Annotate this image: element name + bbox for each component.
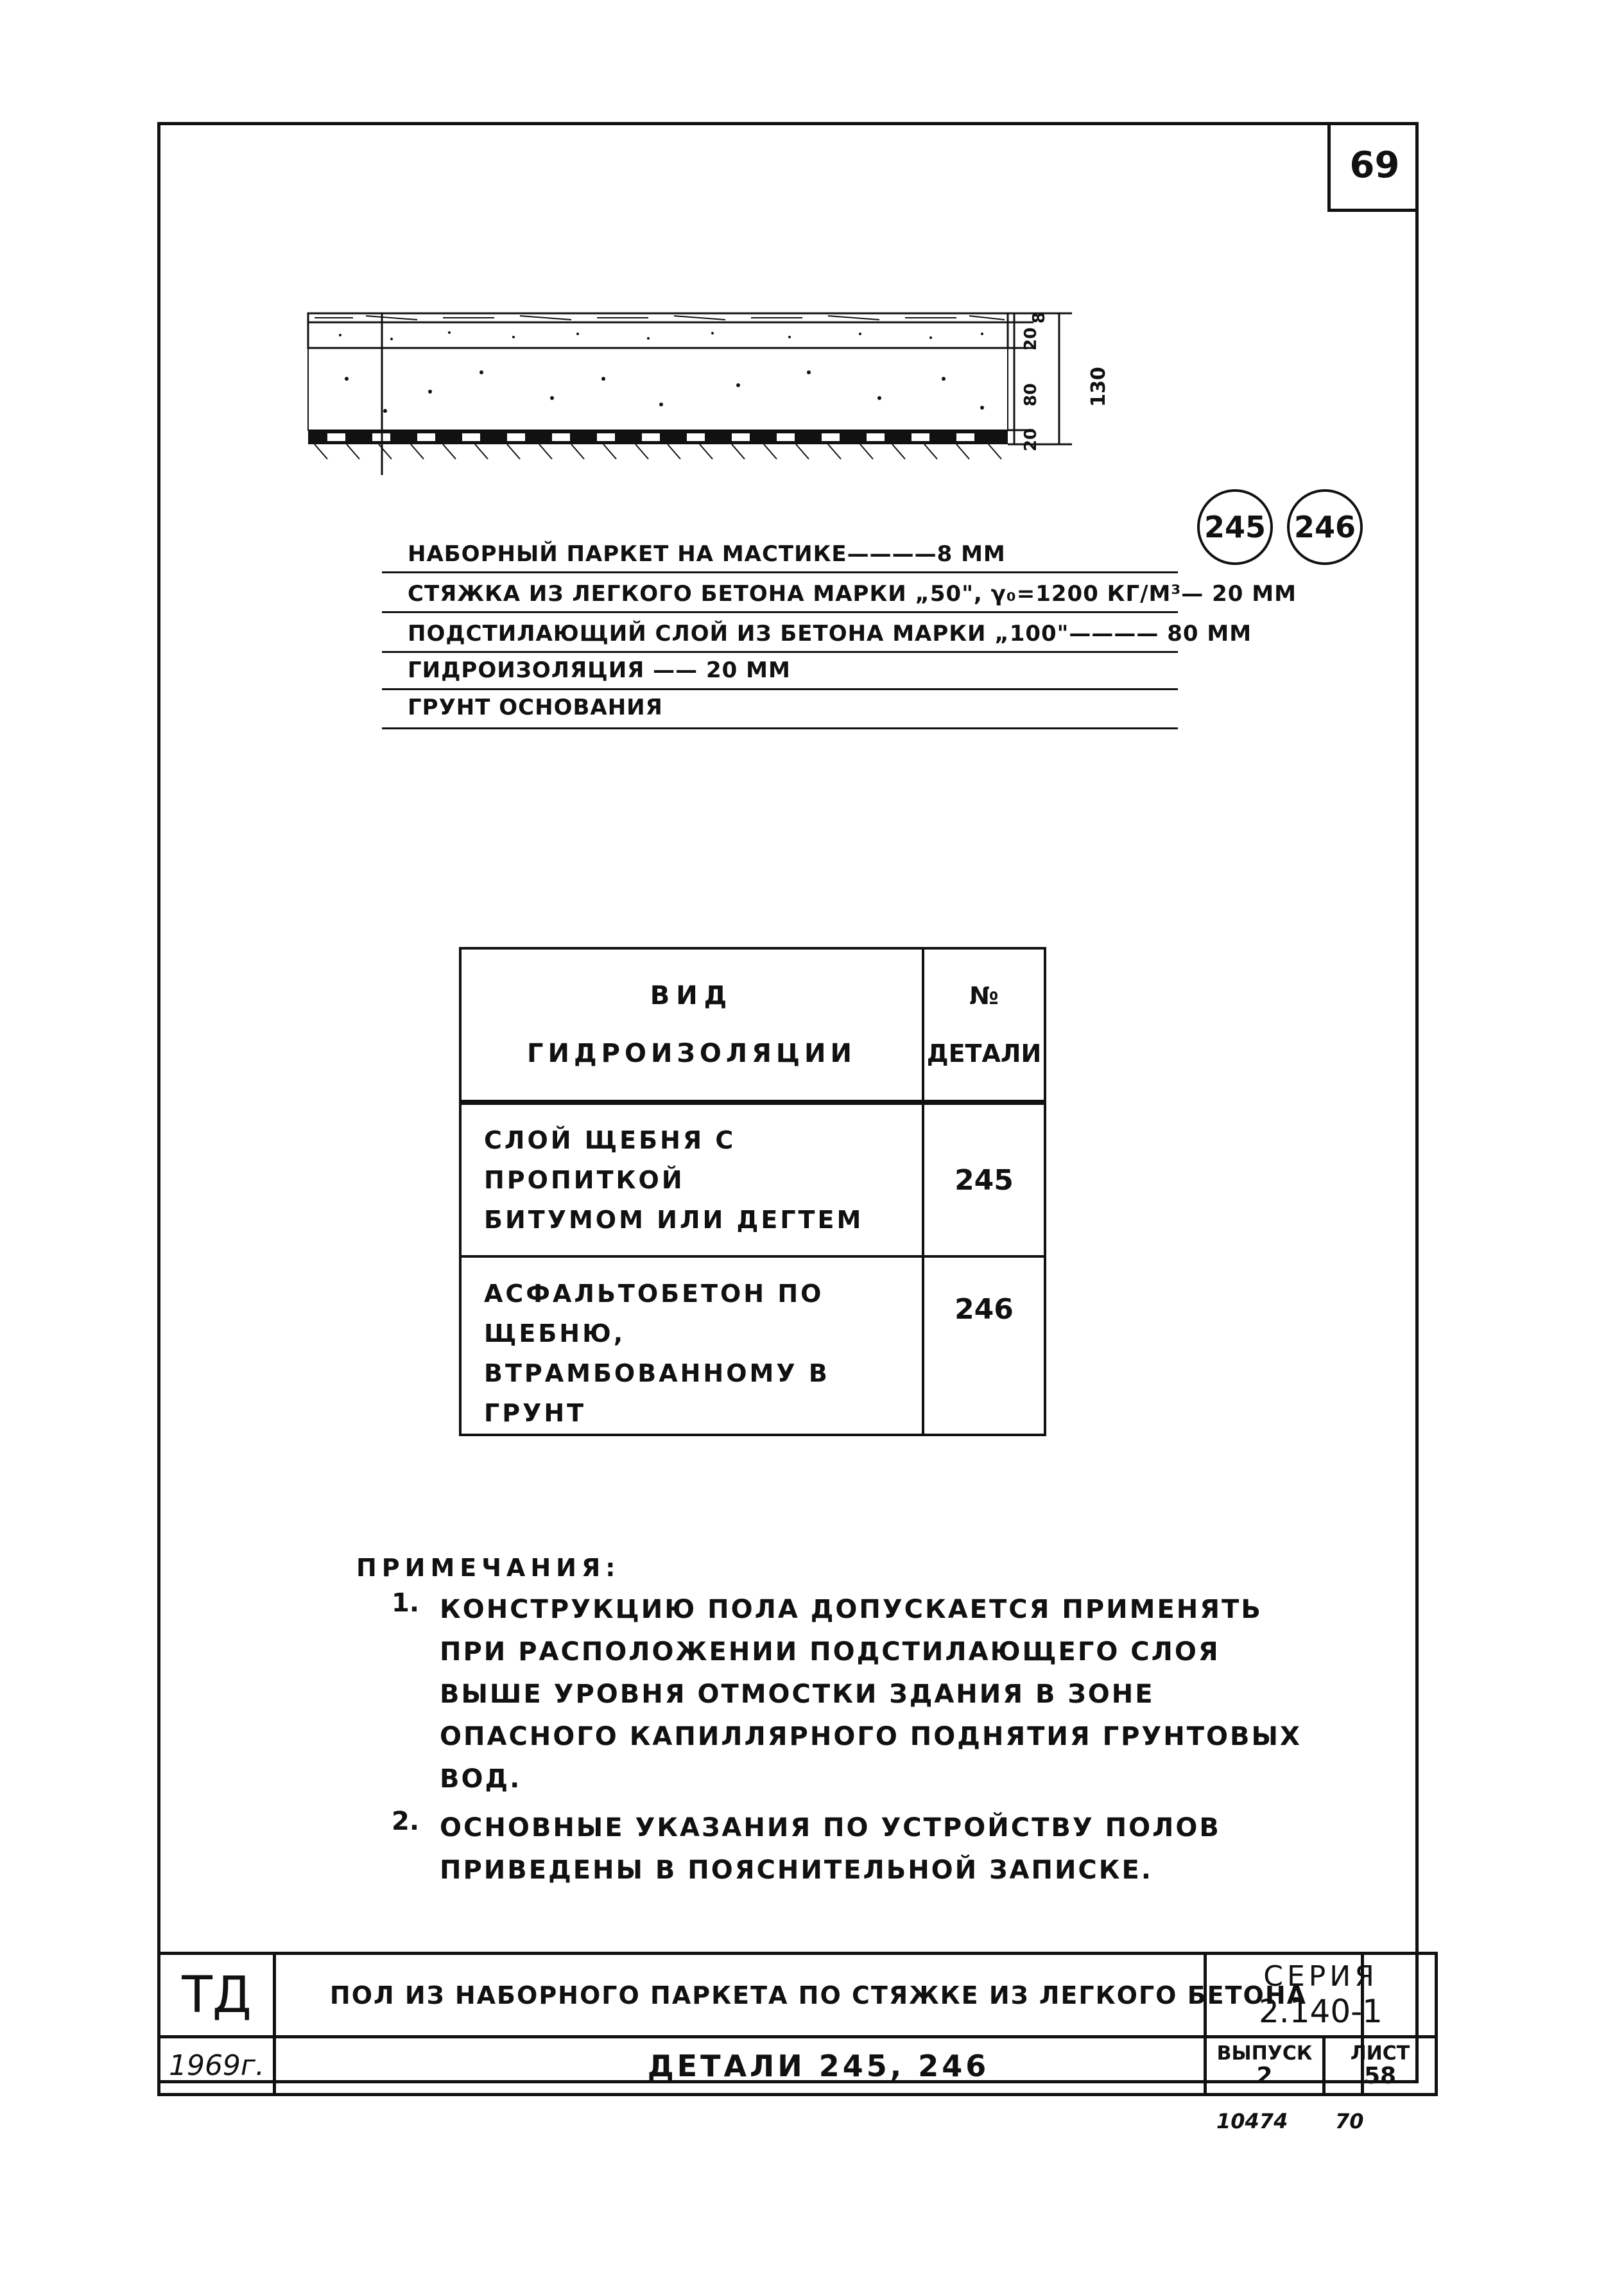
table-cell-detail: 246 bbox=[923, 1256, 1045, 1435]
layer-label-waterproofing: ГИДРОИЗОЛЯЦИЯ —— 20 ММ bbox=[408, 657, 791, 683]
note-text: КОНСТРУКЦИЮ ПОЛА ДОПУСКАЕТСЯ ПРИМЕНЯТЬ ПРИ РАСПОЛОЖЕНИИ ПОДСТИЛАЮЩЕГО СЛОЯ ВЫШЕ УРОВНЯ ОТМОСТКИ ЗДАНИЯ В ЗОНЕ ОПАСНОГО КАПИЛЛЯРНОГО ПОДНЯТИЯ ГРУНТОВЫХ ВОД. bbox=[440, 1595, 1302, 1794]
dimension-base: 80 bbox=[1021, 383, 1041, 407]
sheet-label: ЛИСТ bbox=[1350, 2042, 1410, 2065]
row-text-line2: ВТРАМБОВАННОМУ В ГРУНТ bbox=[484, 1359, 830, 1427]
layer-line bbox=[382, 727, 1178, 729]
layer-label-parquet: НАБОРНЫЙ ПАРКЕТ НА МАСТИКЕ————8 ММ bbox=[408, 541, 1006, 567]
table-header-type bbox=[460, 948, 923, 1102]
sheet-value: 58 bbox=[1363, 2062, 1397, 2089]
detail-marker-245: 245 bbox=[1197, 489, 1273, 565]
table-header-row bbox=[460, 948, 1045, 1102]
layer-line bbox=[382, 611, 1178, 613]
layer-line bbox=[382, 571, 1178, 573]
row-text-line1: АСФАЛЬТОБЕТОН ПО ЩЕБНЮ, bbox=[484, 1280, 824, 1348]
title-block-subtitle: ДЕТАЛИ 245, 246 bbox=[273, 2035, 1364, 2096]
title-block-title: ПОЛ ИЗ НАБОРНОГО ПАРКЕТА ПО СТЯЖКЕ ИЗ ЛЕГКОГО БЕТОНА bbox=[273, 1952, 1364, 2038]
note-number: 2. bbox=[392, 1807, 420, 1836]
header-type-line1: ВИД bbox=[650, 981, 734, 1011]
series-label: СЕРИЯ bbox=[1263, 1960, 1378, 1993]
row-text-line1: СЛОЙ ЩЕБНЯ С ПРОПИТКОЙ bbox=[484, 1126, 736, 1194]
table-cell-type bbox=[460, 1256, 923, 1435]
title-block-issue bbox=[1204, 2035, 1326, 2096]
note-item bbox=[356, 1807, 1326, 1891]
title-block-series bbox=[1204, 1952, 1438, 2038]
layer-label-base: ПОДСТИЛАЮЩИЙ СЛОЙ ИЗ БЕТОНА МАРКИ „100"———— 80 ММ bbox=[408, 621, 1252, 647]
issue-value: 2 bbox=[1256, 2062, 1273, 2089]
dimension-parquet: 8 bbox=[1030, 311, 1050, 324]
header-detail-line1: № bbox=[969, 982, 999, 1010]
series-value: 2.140-1 bbox=[1259, 1993, 1383, 2030]
title-block-year: 1969г. bbox=[157, 2035, 276, 2096]
row-text-line2: БИТУМОМ ИЛИ ДЕГТЕМ bbox=[484, 1206, 864, 1234]
dimension-waterproofing: 20 bbox=[1021, 428, 1041, 452]
title-block-logo: ТД bbox=[157, 1952, 276, 2038]
note-number: 1. bbox=[392, 1588, 420, 1618]
detail-marker-246: 246 bbox=[1287, 489, 1363, 565]
notes-section bbox=[356, 1554, 1326, 1891]
note-item bbox=[356, 1588, 1326, 1800]
header-detail-line2: ДЕТАЛИ bbox=[926, 1039, 1042, 1068]
dimension-total: 130 bbox=[1087, 367, 1110, 407]
table-header-detail bbox=[923, 948, 1045, 1102]
sheet-number: 69 bbox=[1327, 122, 1419, 212]
waterproofing-table bbox=[459, 947, 1046, 1436]
title-block-sheet bbox=[1322, 2035, 1438, 2096]
layer-line bbox=[382, 651, 1178, 653]
title-block bbox=[157, 1952, 1438, 2103]
footer-number-right: 70 bbox=[1335, 2109, 1364, 2133]
dimension-screed: 20 bbox=[1021, 327, 1041, 351]
table-cell-type bbox=[460, 1102, 923, 1256]
note-text: ОСНОВНЫЕ УКАЗАНИЯ ПО УСТРОЙСТВУ ПОЛОВ ПРИВЕДЕНЫ В ПОЯСНИТЕЛЬНОЙ ЗАПИСКЕ. bbox=[440, 1813, 1221, 1885]
issue-label: ВЫПУСК bbox=[1216, 2042, 1313, 2065]
table-cell-detail: 245 bbox=[923, 1102, 1045, 1256]
footer-number-left: 10474 bbox=[1216, 2109, 1288, 2133]
header-type-line2: ГИДРОИЗОЛЯЦИИ bbox=[527, 1039, 856, 1068]
layer-label-screed: СТЯЖКА ИЗ ЛЕГКОГО БЕТОНА МАРКИ „50", γ₀=1200 КГ/М³— 20 ММ bbox=[408, 581, 1297, 607]
table-row bbox=[460, 1102, 1045, 1256]
floor-section-drawing bbox=[302, 302, 1136, 475]
layer-line bbox=[382, 688, 1178, 690]
notes-title: ПРИМЕЧАНИЯ: bbox=[356, 1554, 621, 1582]
layer-label-soil: ГРУНТ ОСНОВАНИЯ bbox=[408, 695, 663, 720]
table-row bbox=[460, 1256, 1045, 1435]
